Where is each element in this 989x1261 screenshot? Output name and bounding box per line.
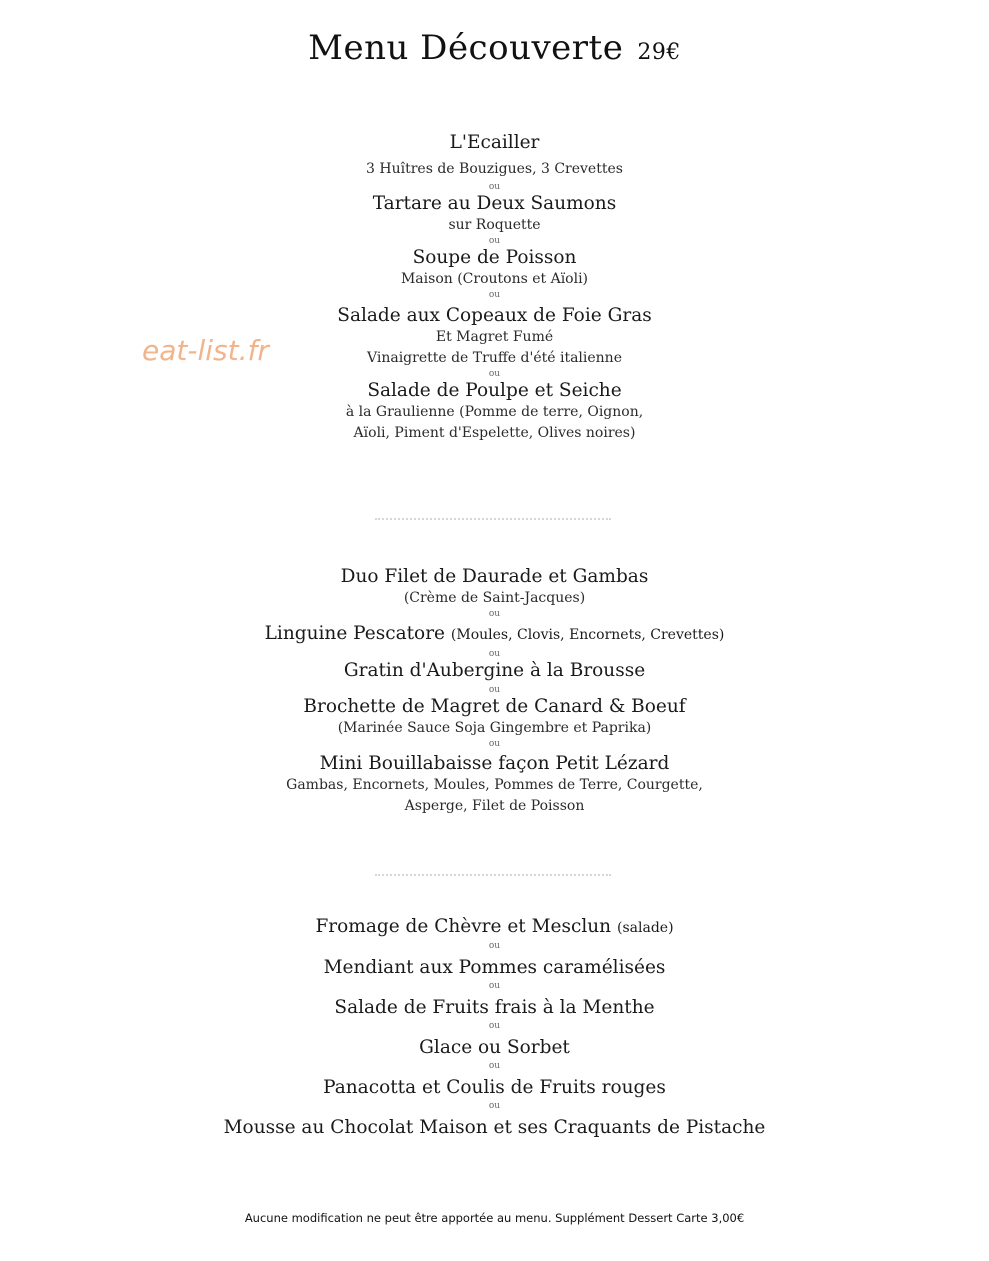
ou-label: ou — [488, 685, 501, 695]
dish-name — [0, 916, 989, 939]
dish-note: (salade) — [617, 920, 674, 936]
ou-label: ou — [488, 1101, 501, 1111]
ou-label: ou — [488, 649, 501, 659]
dish-description: 3 Huîtres de Bouzigues, 3 Crevettes — [366, 161, 623, 177]
ou-label: ou — [488, 981, 501, 991]
dish-description: (Crème de Saint-Jacques) — [403, 590, 586, 606]
ou-label: ou — [488, 609, 501, 619]
dish-description: Aïoli, Piment d'Espelette, Olives noires) — [353, 425, 636, 441]
watermark: eat-list.fr — [142, 334, 269, 367]
dish-description: (Marinée Sauce Soja Gingembre et Paprika) — [337, 720, 652, 736]
dish-name: Brochette de Magret de Canard & Boeuf — [303, 696, 686, 717]
dish-name: Glace ou Sorbet — [419, 1037, 570, 1058]
dish-name: Mini Bouillabaisse façon Petit Lézard — [319, 753, 670, 774]
dish-name: Salade aux Copeaux de Foie Gras — [337, 305, 652, 326]
ou-label: ou — [488, 941, 501, 951]
plats-section — [0, 566, 989, 817]
dish-title: Fromage de Chèvre et Mesclun — [315, 916, 612, 937]
dish-description: Gambas, Encornets, Moules, Pommes de Terre, Courgette, — [286, 777, 703, 793]
dish-name: Salade de Poulpe et Seiche — [367, 380, 622, 401]
page-title — [0, 28, 989, 68]
ou-label: ou — [488, 369, 501, 379]
dish-description: Maison (Croutons et Aïoli) — [400, 271, 589, 287]
ou-label: ou — [488, 236, 501, 246]
section-divider — [375, 518, 611, 520]
menu-title: Menu Découverte — [308, 28, 624, 68]
ou-label: ou — [488, 290, 501, 300]
dish-name: Duo Filet de Daurade et Gambas — [340, 566, 649, 587]
section-divider — [375, 874, 611, 876]
dish-description: Et Magret Fumé — [435, 329, 554, 345]
dish-name: Panacotta et Coulis de Fruits rouges — [323, 1077, 666, 1098]
dish-description: à la Graulienne (Pomme de terre, Oignon, — [345, 404, 644, 420]
ou-label: ou — [488, 1021, 501, 1031]
ou-label: ou — [488, 739, 501, 749]
dish-name: Mousse au Chocolat Maison et ses Craquants de Pistache — [223, 1117, 766, 1138]
dish-name: Soupe de Poisson — [412, 247, 577, 268]
dish-description: sur Roquette — [448, 217, 541, 233]
footer-note: Aucune modification ne peut être apportée au menu. Supplément Dessert Carte 3,00€ — [244, 1211, 745, 1225]
dish-description: Asperge, Filet de Poisson — [404, 798, 585, 814]
desserts-section — [0, 916, 989, 1139]
dish-title: Linguine Pescatore — [264, 623, 445, 644]
menu-price: 29€ — [637, 40, 681, 65]
dish-name: Gratin d'Aubergine à la Brousse — [343, 660, 646, 681]
dish-note: (Moules, Clovis, Encornets, Crevettes) — [450, 627, 725, 643]
dish-name: L'Ecailler — [449, 132, 540, 153]
dish-name: Mendiant aux Pommes caramélisées — [323, 957, 666, 978]
ou-label: ou — [488, 182, 501, 192]
dish-name — [0, 623, 989, 646]
ou-label: ou — [488, 1061, 501, 1071]
dish-name: Salade de Fruits frais à la Menthe — [334, 997, 655, 1018]
dish-description: Vinaigrette de Truffe d'été italienne — [366, 350, 622, 366]
entrees-section — [0, 132, 989, 444]
dish-name: Tartare au Deux Saumons — [372, 193, 617, 214]
